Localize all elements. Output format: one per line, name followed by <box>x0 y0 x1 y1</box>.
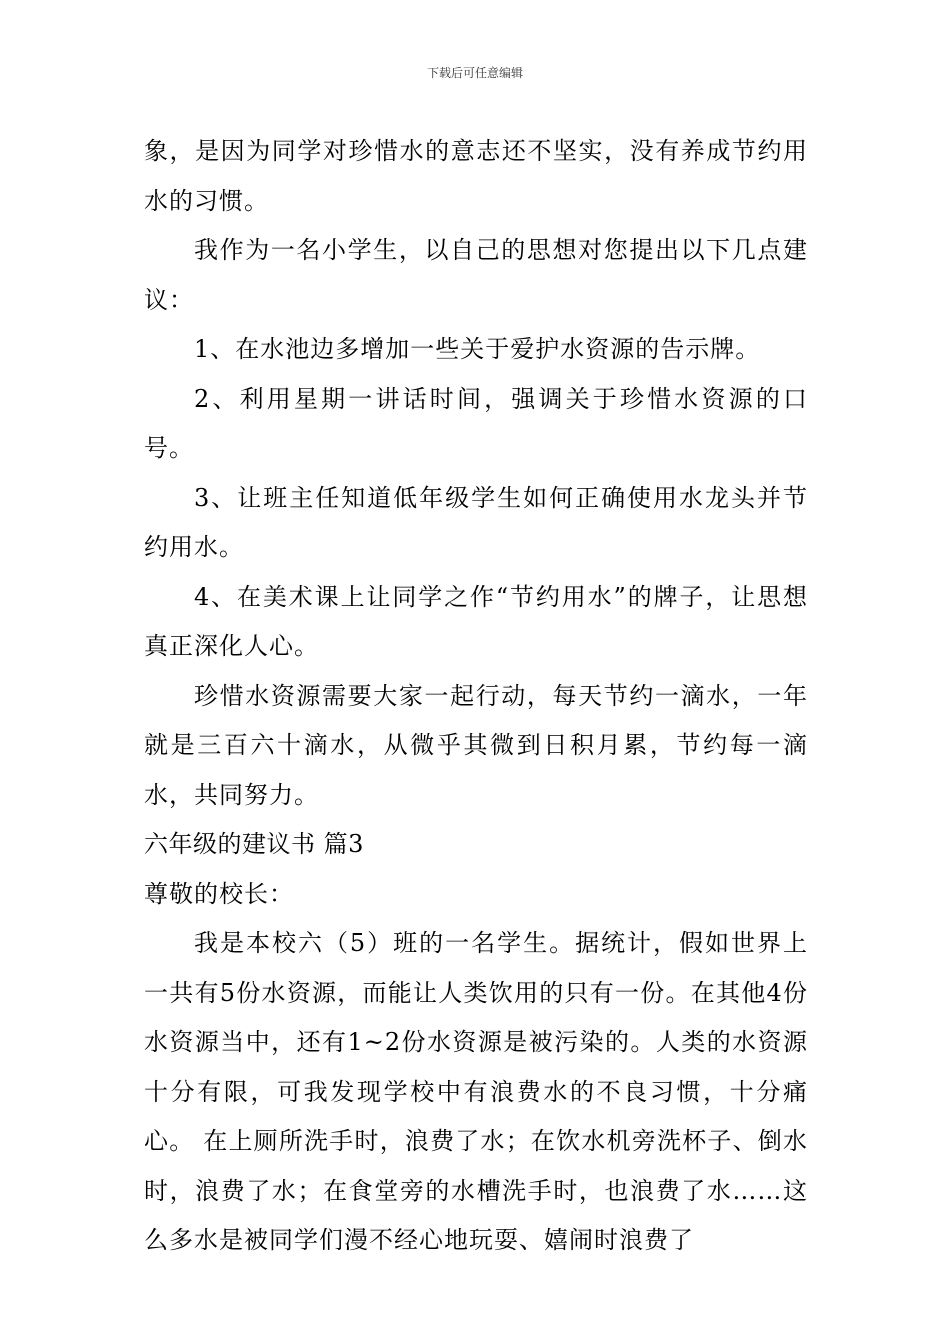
document-body <box>144 127 808 1266</box>
suggestion-item-1: 1、在水池边多增加一些关于爱护水资源的告示牌。 <box>194 335 761 363</box>
paragraph-letter-body: 我是本校六（5）班的一名学生。据统计，假如世界上一共有5份水资源，而能让人类饮用的只有一份。在其他4份水资源当中，还有1~2份水资源是被污染的。人类的水资源十分有限，可我发现学校中有浪费水的不良习惯，十分痛心。 在上厕所洗手时，浪费了水；在饮水机旁洗杯子、倒水时，浪费了水；在食堂旁的水槽洗手时，也浪费了水……这么多水是被同学们漫不经心地玩耍、嬉闹时浪费了 <box>144 929 808 1254</box>
paragraph-suggestion-intro: 我作为一名小学生，以自己的思想对您提出以下几点建议： <box>144 236 808 314</box>
suggestion-item-2: 2、利用星期一讲话时间，强调关于珍惜水资源的口号。 <box>144 384 808 462</box>
salutation: 尊敬的校长： <box>144 879 294 908</box>
download-note: 下载后可任意编辑 <box>426 66 523 80</box>
paragraph-conclusion: 珍惜水资源需要大家一起行动，每天节约一滴水，一年就是三百六十滴水，从微乎其微到日积月累，节约每一滴水，共同努力。 <box>144 681 808 809</box>
paragraph-continuation: 象，是因为同学对珍惜水的意志还不坚实，没有养成节约用水的习惯。 <box>144 137 808 215</box>
suggestion-item-4: 4、在美术课上让同学之作“节约用水”的牌子，让思想真正深化人心。 <box>144 582 808 660</box>
section-heading: 六年级的建议书 篇3 <box>144 830 364 858</box>
suggestion-item-3: 3、让班主任知道低年级学生如何正确使用水龙头并节约用水。 <box>144 483 808 561</box>
